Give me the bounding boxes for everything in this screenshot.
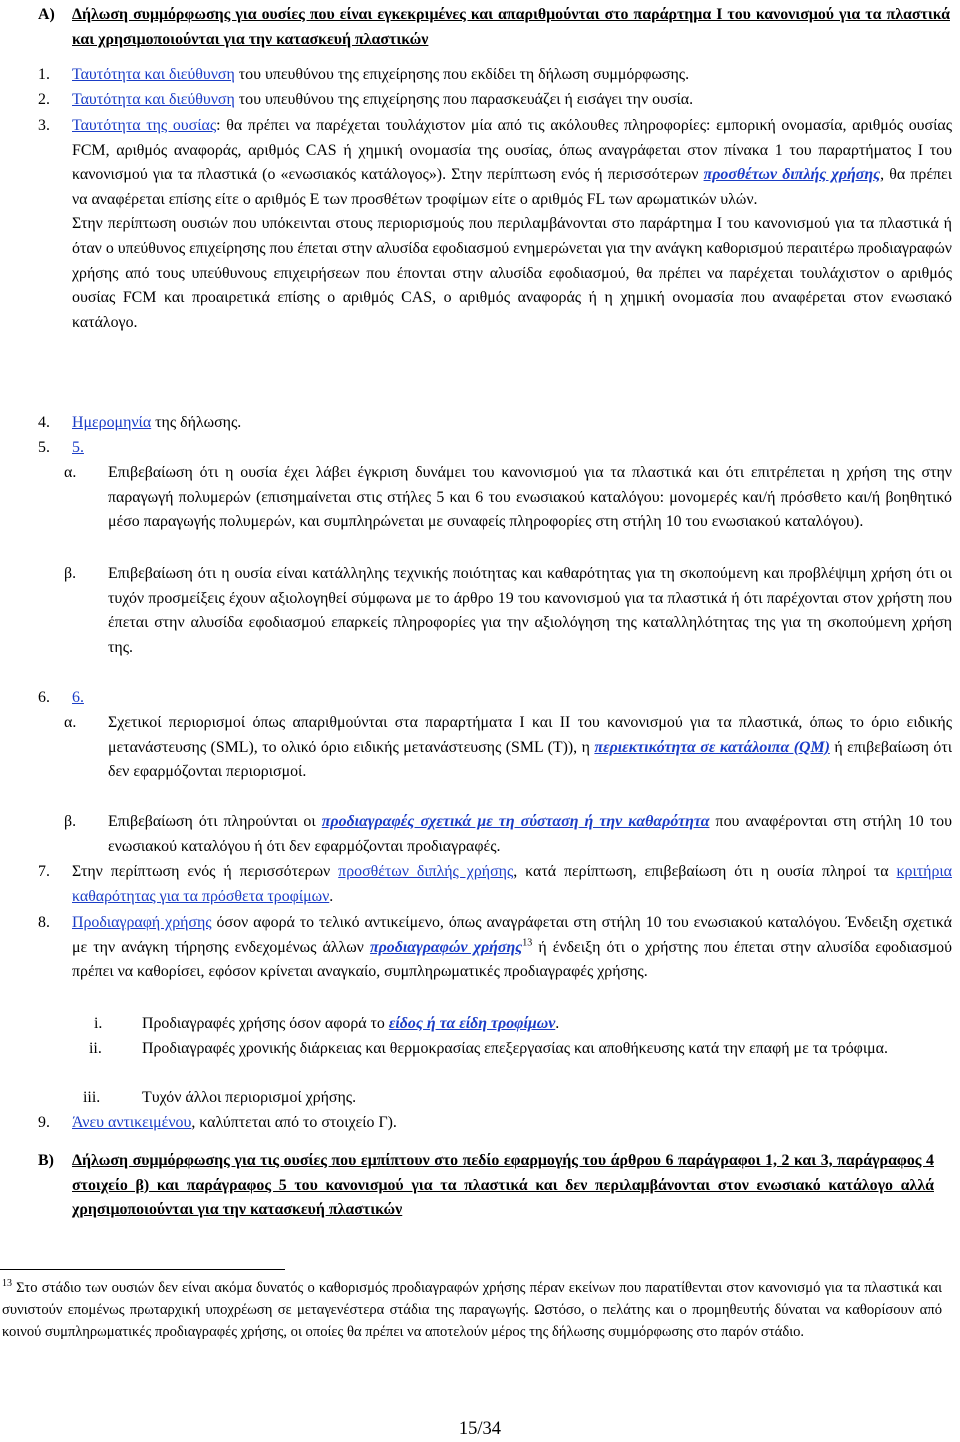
section-a-letter: A)	[38, 6, 55, 23]
footnote-number: 13	[2, 1278, 12, 1290]
footnote-ref-13[interactable]: 13	[522, 937, 533, 949]
item-4-number: 4.	[38, 414, 50, 431]
item-8-sub-iii-text: Τυχόν άλλοι περιορισμοί χρήσης.	[142, 1089, 357, 1106]
item-6b	[64, 810, 952, 859]
item-5b	[64, 562, 952, 660]
item-3	[38, 114, 952, 335]
item-5-link[interactable]: 5.	[72, 439, 84, 456]
item-7-text-1: Στην περίπτωση ενός ή περισσότερων	[72, 863, 339, 880]
item-8-sub-i-text-1: Προδιαγραφές χρήσης όσον αφορά το	[142, 1015, 389, 1032]
item-8-sub-ii	[38, 1037, 952, 1062]
item-7-purity-criteria-link[interactable]: κριτήρια καθαρότητας για τα πρόσθετα τροφίμων	[72, 863, 952, 905]
footnote-text: Στο στάδιο των ουσιών δεν είναι ακόμα δυνατός ο καθορισμός προδιαγραφών χρήσης πέραν εκείνων που παρατίθενται στον κανονισμό για τα πλαστικά και συνιστούν επομένως πρωταρχική υποχρέωση σε μεταγενέστερα στάδια της παραγωγής. Ωστόσο, ο πελάτης και ο προμηθευτής δύναται να καθορίσουν από κοινού συμπληρωματικές προδιαγραφές χρήσης, οι οποίες θα πρέπει να αποτελούν μέρος της δήλωσης συμμόρφωσης στο παρόν στάδιο.	[2, 1280, 942, 1341]
item-9	[38, 1111, 950, 1136]
item-4	[38, 411, 950, 436]
item-5a	[64, 461, 952, 535]
page-number: 15/34	[458, 1419, 502, 1439]
item-6	[38, 686, 950, 711]
item-9-number: 9.	[38, 1114, 50, 1131]
item-3-paragraph-2: Στην περίπτωση ουσιών που υπόκεινται στους περιορισμούς που περιλαμβάνονται στο παράρτημα I του κανονισμού για τα πλαστικά ή όταν ο υπεύθυνος επιχείρησης που έπεται στην αλυσίδα εφοδιασμού ενημερώνεται για την ανάγκη καθορισμού περαιτέρω προδιαγραφών χρήσης από τους υπεύθυνους επιχειρήσεων που έπονται στην αλυσίδα εφοδιασμού, θα πρέπει να παρέχεται τουλάχιστον ο αριθμός ουσίας FCM και προαιρετικά επίσης ο αριθμός CAS, ο αριθμός αναφοράς ή η χημική ονομασία που αναφέρεται στον ενωσιακό κατάλογο.	[72, 215, 952, 331]
item-8	[38, 911, 952, 985]
footnote-separator	[0, 1269, 285, 1270]
item-6a-text-2: ή επιβεβαίωση ότι δεν εφαρμόζονται περιορισμοί.	[108, 738, 952, 781]
item-9-link[interactable]: Άνευ αντικειμένου	[72, 1114, 192, 1131]
item-7-text-2: , κατά περίπτωση, επιβεβαίωση ότι η ουσία πληροί τα	[513, 863, 897, 880]
item-6b-text-2: που αναφέρονται στη στήλη 10 του ενωσιακού καταλόγου ή ότι δεν εφαρμόζονται προδιαγραφές.	[108, 813, 952, 855]
item-8-sub-i-text-2: .	[555, 1015, 560, 1032]
item-2	[38, 88, 950, 113]
item-1-text: του υπευθύνου της επιχείρησης που εκδίδει τη δήλωση συμμόρφωσης.	[234, 66, 690, 83]
item-2-number: 2.	[38, 91, 50, 108]
item-1	[38, 63, 950, 88]
item-5a-mark: α.	[64, 464, 77, 481]
item-7	[38, 860, 952, 909]
item-5b-mark: β.	[64, 565, 77, 582]
item-2-text: του υπευθύνου της επιχείρησης που παρασκευάζει ή εισάγει την ουσία.	[234, 91, 694, 108]
item-1-link[interactable]: Ταυτότητα και διεύθυνση	[72, 66, 235, 83]
item-6a	[64, 711, 952, 785]
item-9-text: , καλύπτεται από το στοιχείο Γ).	[191, 1114, 397, 1131]
item-8-text-1: όσον αφορά το τελικό αντικείμενο, όπως αναγράφεται στη στήλη 10 του ενωσιακού καταλόγου. Ένδειξη σχετικά με την ανάγκη τήρησης ενδεχομένως άλλων	[72, 914, 952, 956]
item-8-text-2: ή ένδειξη ότι ο χρήστης που έπεται στην αλυσίδα εφοδιασμού πρέπει να καθορίσει, εφόσον κρίνεται αναγκαίο, συμπληρωματικές προδιαγραφές χρήσης.	[72, 938, 952, 981]
item-3-dual-use-link[interactable]: προσθέτων διπλής χρήσης	[703, 166, 881, 184]
item-8-sub-iii-mark: iii.	[83, 1089, 101, 1106]
section-b-header	[38, 1149, 934, 1223]
item-7-number: 7.	[38, 863, 50, 880]
item-8-sub-ii-text: Προδιαγραφές χρονικής διάρκειας και θερμοκρασίας επεξεργασίας και αποθήκευσης κατά την επαφή με τα τρόφιμα.	[142, 1040, 888, 1057]
section-a-header	[38, 3, 950, 52]
item-3-number: 3.	[38, 117, 50, 134]
item-6b-text-1: Επιβεβαίωση ότι πληρούνται οι	[108, 813, 322, 830]
item-8-sub-i-mark: i.	[94, 1015, 103, 1032]
item-4-link[interactable]: Ημερομηνία	[72, 414, 152, 431]
section-b-letter: B)	[38, 1152, 54, 1169]
section-a-title: Δήλωση συμμόρφωσης για ουσίες που είναι εγκεκριμένες και απαριθμούνται στο παράρτημα I του κανονισμού για τα πλαστικά και χρησιμοποιούνται για την κατασκευή πλαστικών	[72, 6, 950, 48]
section-b-title: Δήλωση συμμόρφωσης για τις ουσίες που εμπίπτουν στο πεδίο εφαρμογής του άρθρου 6 παράγραφοι 1, 2 και 3, παράγραφος 4 στοιχείο β) και παράγραφος 5 του κανονισμού για τα πλαστικά και δεν περιλαμβάνονται στον ενωσιακό κατάλογο αλλά χρησιμοποιούνται για την κατασκευή πλαστικών	[72, 1152, 934, 1219]
item-5-number: 5.	[38, 439, 50, 456]
item-8-link[interactable]: Προδιαγραφή χρήσης	[72, 914, 212, 931]
item-6a-text-1: Σχετικοί περιορισμοί όπως απαριθμούνται στα παραρτήματα I και II του κανονισμού για τα πλαστικά, όπως το όριο ειδικής μετανάστευσης (SML), το ολικό όριο ειδικής μετανάστευσης (SML (T)), η	[108, 714, 952, 756]
item-5a-text: Επιβεβαίωση ότι η ουσία έχει λάβει έγκριση δυνάμει του κανονισμού για τα πλαστικά και ότι επιτρέπεται η χρήση της στην παραγωγή πολυμερών (επισημαίνεται στις στήλες 5 και 6 του ενωσιακού καταλόγου: μονομερές και/ή πρόσθετο και/ή βοηθητικό μέσο παραγωγής πολυμερών, και συμπληρώνεται με συναφείς πληροφορίες στη στήλη 10 του ενωσιακού καταλόγου).	[108, 464, 952, 531]
item-6a-qm-link[interactable]: περιεκτικότητα σε κατάλοιπα (QM)	[594, 738, 830, 756]
item-8-sub-iii	[38, 1086, 952, 1111]
item-3-text-2: , θα πρέπει να αναφέρεται επίσης είτε ο αριθμός E των προσθέτων τροφίμων είτε ο αριθμός FL των αρωματικών υλών.	[72, 166, 952, 208]
item-1-number: 1.	[38, 66, 50, 83]
item-8-sub-ii-mark: ii.	[89, 1040, 102, 1057]
item-6-number: 6.	[38, 689, 50, 706]
item-7-dual-use-link[interactable]: προσθέτων διπλής χρήσης	[338, 863, 514, 880]
item-5	[38, 436, 950, 461]
item-8-sub-i	[38, 1012, 952, 1037]
item-8-use-specs-link[interactable]: προδιαγραφών χρήσης	[369, 938, 523, 956]
item-6-link[interactable]: 6.	[72, 689, 84, 706]
item-8-sub-i-food-type-link[interactable]: είδος ή τα είδη τροφίμων	[388, 1015, 556, 1032]
item-7-text-3: .	[329, 887, 334, 905]
item-5b-text: Επιβεβαίωση ότι η ουσία είναι κατάλληλης τεχνικής ποιότητας και καθαρότητας για τη σκοπούμενη και προβλέψιμη χρήση ότι οι τυχόν προσμείξεις έχουν αξιολογηθεί σύμφωνα με το άρθρο 19 του κανονισμού για τα πλαστικά ή ότι παρέχονται στον χρήστη που έπεται στην αλυσίδα εφοδιασμού επαρκείς πληροφορίες για την αξιολόγηση της καταλληλότητας της για τη σκοπούμενη χρήση της.	[108, 565, 952, 656]
footnote-13	[2, 1277, 942, 1344]
item-2-link[interactable]: Ταυτότητα και διεύθυνση	[72, 91, 235, 108]
item-3-link[interactable]: Ταυτότητα της ουσίας	[72, 117, 217, 134]
item-6b-mark: β.	[64, 813, 77, 830]
item-6a-mark: α.	[64, 714, 77, 731]
item-6b-specs-link[interactable]: προδιαγραφές σχετικά με τη σύσταση ή την καθαρότητα	[321, 813, 710, 830]
item-8-number: 8.	[38, 914, 50, 931]
item-4-text: της δήλωσης.	[151, 414, 242, 431]
item-3-text-1: : θα πρέπει να παρέχεται τουλάχιστον μία από τις ακόλουθες πληροφορίες: εμπορική ονομασία, αριθμός ουσίας FCM, αριθμός αναφοράς, αριθμός CAS ή χημική ονομασία της ουσίας, όπως αναγράφεται στον πίνακα 1 του παραρτήματος I του κανονισμού για τα πλαστικά (ο «ενωσιακός κατάλογος»). Στην περίπτωση ενός ή περισσότερων	[72, 117, 952, 184]
